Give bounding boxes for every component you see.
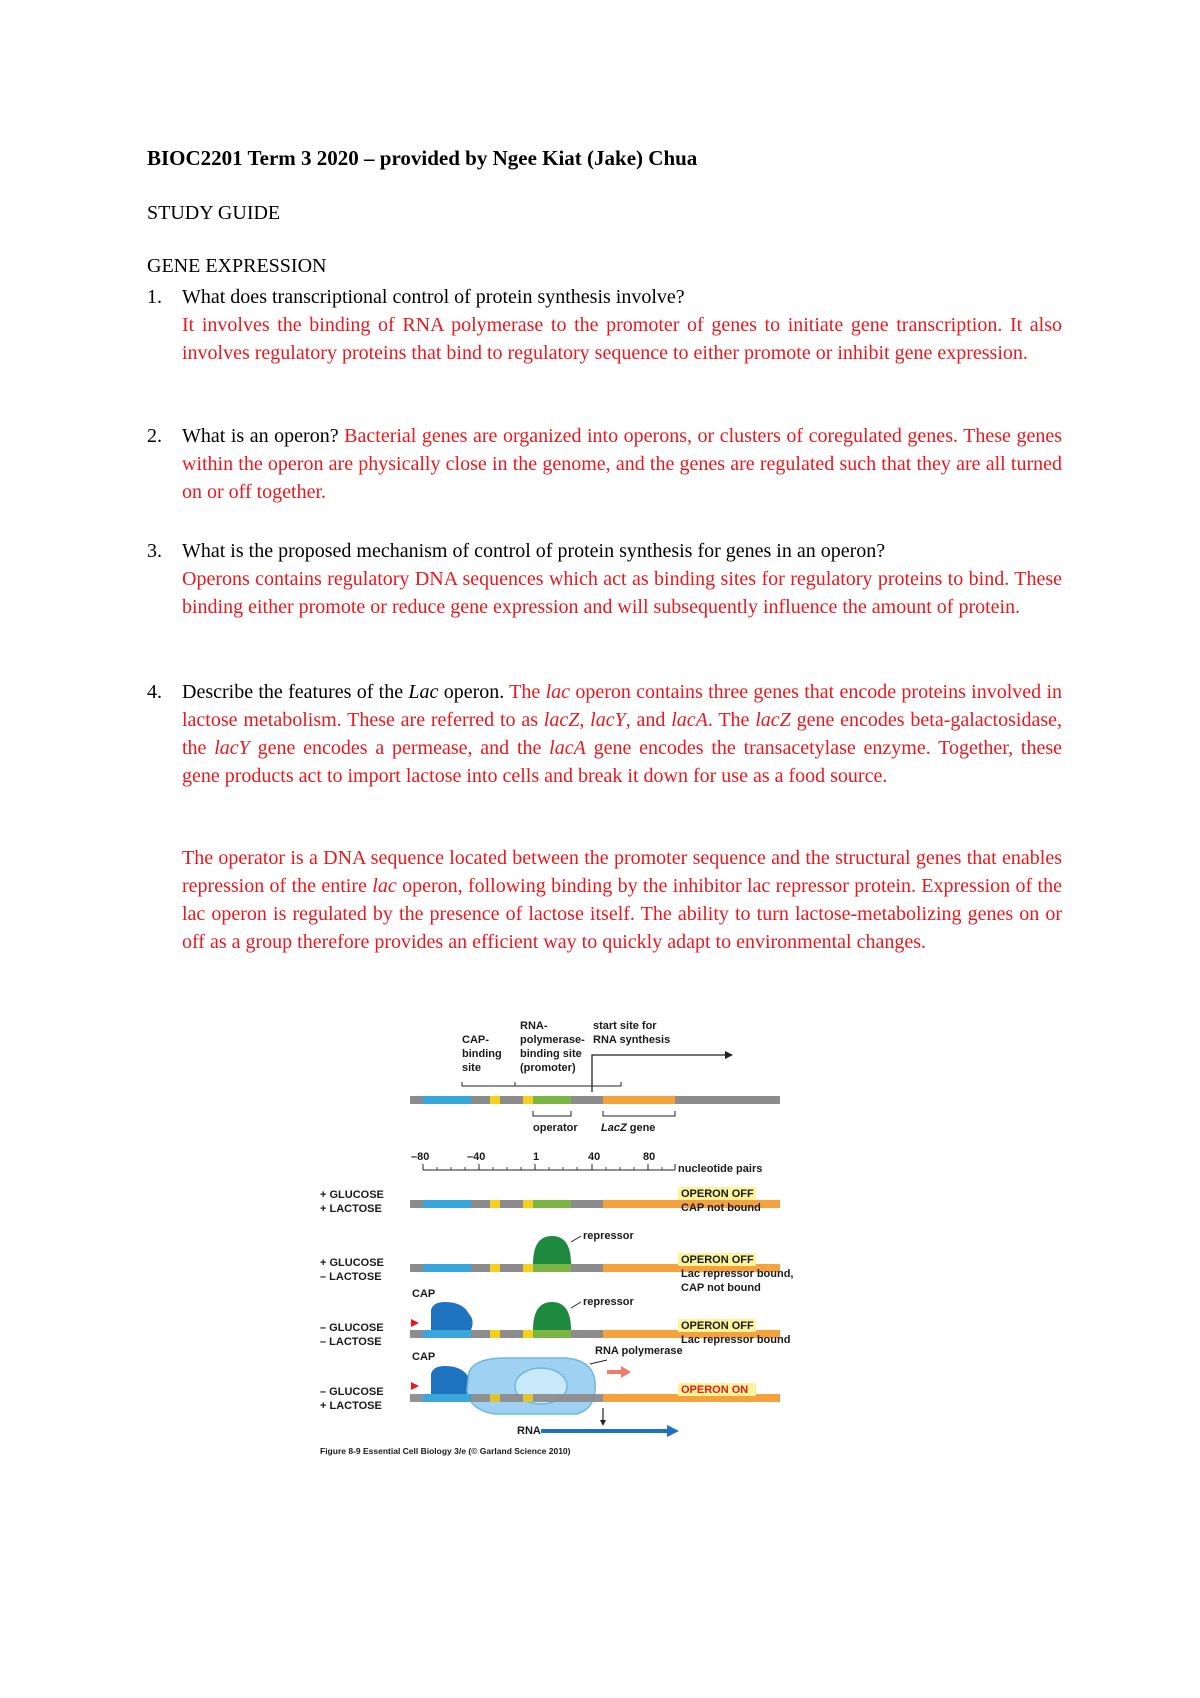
rna-site-label-2: polymerase- — [520, 1034, 585, 1046]
cap-label: CAP — [412, 1288, 436, 1300]
cap-site-label-3: site — [462, 1062, 481, 1074]
rna-site-label-4: (promoter) — [520, 1062, 576, 1074]
cap-site-label-1: CAP- — [462, 1034, 489, 1046]
question-number: 4. — [147, 681, 162, 703]
start-arrowhead — [725, 1051, 733, 1059]
answer-text: Bacterial genes are organized into operons, or clusters of coregulated genes. These genes within the operon are physically close in the genome, and the genes are regulated such that they are all turned on or off together. — [182, 425, 1063, 503]
row-no-glucose-lactose — [320, 1345, 780, 1437]
status-detail: CAP not bound — [681, 1202, 761, 1214]
status-label: OPERON OFF — [681, 1320, 754, 1332]
rna-site-label-1: RNA- — [520, 1020, 548, 1032]
lactose-label: – LACTOSE — [320, 1336, 382, 1348]
question-text: What does transcriptional control of protein synthesis involve? — [182, 286, 685, 308]
dna-main — [410, 1096, 780, 1104]
answer-text: Operons contains regulatory DNA sequences which act as binding sites for regulatory proteins to bind. These binding either promote or reduce gene expression and will subsequently influence the amount of protein. — [182, 568, 1062, 618]
status-label: OPERON OFF — [681, 1188, 754, 1200]
document-title: BIOC2201 Term 3 2020 – provided by Ngee Kiat (Jake) Chua — [147, 146, 698, 170]
start-site-label-1: start site for — [593, 1020, 657, 1032]
status-detail: CAP not bound — [681, 1282, 761, 1294]
start-site-label-2: RNA synthesis — [593, 1034, 671, 1046]
repressor-label: repressor — [583, 1296, 634, 1308]
status-detail: Lac repressor bound, — [681, 1268, 794, 1280]
row-glucose-lactose — [320, 1187, 780, 1215]
question-text: Describe the features of the Lac operon. — [182, 681, 505, 703]
cap-shape — [431, 1302, 473, 1330]
tick-label: –40 — [467, 1151, 486, 1163]
glucose-label: + GLUCOSE — [320, 1189, 384, 1201]
rna-polymerase-label: RNA polymerase — [595, 1345, 683, 1357]
figure-caption: Figure 8-9 Essential Cell Biology 3/e (© Garland Science 2010) — [320, 1446, 571, 1456]
row-glucose-no-lactose — [320, 1230, 793, 1294]
lac-operon-diagram — [320, 1010, 865, 1480]
question-3 — [147, 537, 1062, 621]
question-number: 2. — [147, 425, 162, 447]
status-label: OPERON OFF — [681, 1254, 754, 1266]
tick-label: –80 — [411, 1151, 430, 1163]
question-4 — [147, 678, 1062, 790]
question-number: 1. — [147, 286, 162, 308]
lacz-gene-label: LacZ gene — [601, 1122, 656, 1134]
answer-text: It involves the binding of RNA polymerase to the promoter of genes to initiate gene transcription. It also involves regulatory proteins that bind to regulatory sequence to either promote or inhibit gene expression. — [182, 314, 1062, 364]
question-text: What is an operon? — [182, 425, 339, 447]
rna-label: RNA — [517, 1425, 541, 1437]
question-text: What is the proposed mechanism of control of protein synthesis for genes in an operon? — [182, 540, 886, 562]
lactose-label: + LACTOSE — [320, 1400, 382, 1412]
lactose-label: – LACTOSE — [320, 1271, 382, 1283]
glucose-label: – GLUCOSE — [320, 1322, 384, 1334]
repressor-shape — [533, 1236, 571, 1264]
repressor-label: repressor — [583, 1230, 634, 1242]
section-heading: GENE EXPRESSION — [147, 255, 327, 277]
camp-marker — [411, 1382, 419, 1390]
cap-site-label-2: binding — [462, 1048, 502, 1060]
tick-label: 40 — [588, 1151, 601, 1163]
row-no-glucose-no-lactose — [320, 1288, 790, 1348]
answer-paragraph-operator: The operator is a DNA sequence located between the promoter sequence and the structural genes that enables repression of the entire lac operon, following binding by the inhibitor lac repressor protein. Expression of the lac operon is regulated by the presence of lactose itself. The ability to turn lactose-metabolizing genes on or off as a group therefore provides an efficient way to quickly adapt to environmental changes. — [182, 847, 1062, 953]
answer-text: The lac operon contains three genes that encode proteins involved in lactose metabolism. These are referred to as lacZ, lacY, and lacA. The lacZ gene encodes beta-galactosidase, the lacY gene encodes a permease, and the lacA gene encodes the transacetylase enzyme. Together, these gene products act to import lactose into cells and break it down for use as a food source. — [182, 681, 1063, 787]
status-detail: Lac repressor bound — [681, 1334, 791, 1346]
tick-label: 1 — [533, 1151, 540, 1163]
nucleotide-pairs-label: nucleotide pairs — [678, 1163, 763, 1175]
camp-marker — [411, 1319, 419, 1327]
rna-site-label-3: binding site — [520, 1048, 582, 1060]
question-1 — [147, 283, 1062, 367]
cap-label: CAP — [412, 1351, 436, 1363]
status-label: OPERON ON — [681, 1384, 749, 1396]
operator-label: operator — [533, 1122, 578, 1134]
glucose-label: – GLUCOSE — [320, 1386, 384, 1398]
lactose-label: + LACTOSE — [320, 1203, 382, 1215]
lac-operon-figure — [320, 1010, 865, 1480]
nucleotide-scale — [411, 1151, 762, 1175]
question-2 — [147, 422, 1062, 506]
question-number: 3. — [147, 540, 162, 562]
document-subtitle: STUDY GUIDE — [147, 202, 281, 224]
glucose-label: + GLUCOSE — [320, 1257, 384, 1269]
repressor-shape — [533, 1302, 571, 1330]
tick-label: 80 — [643, 1151, 656, 1163]
